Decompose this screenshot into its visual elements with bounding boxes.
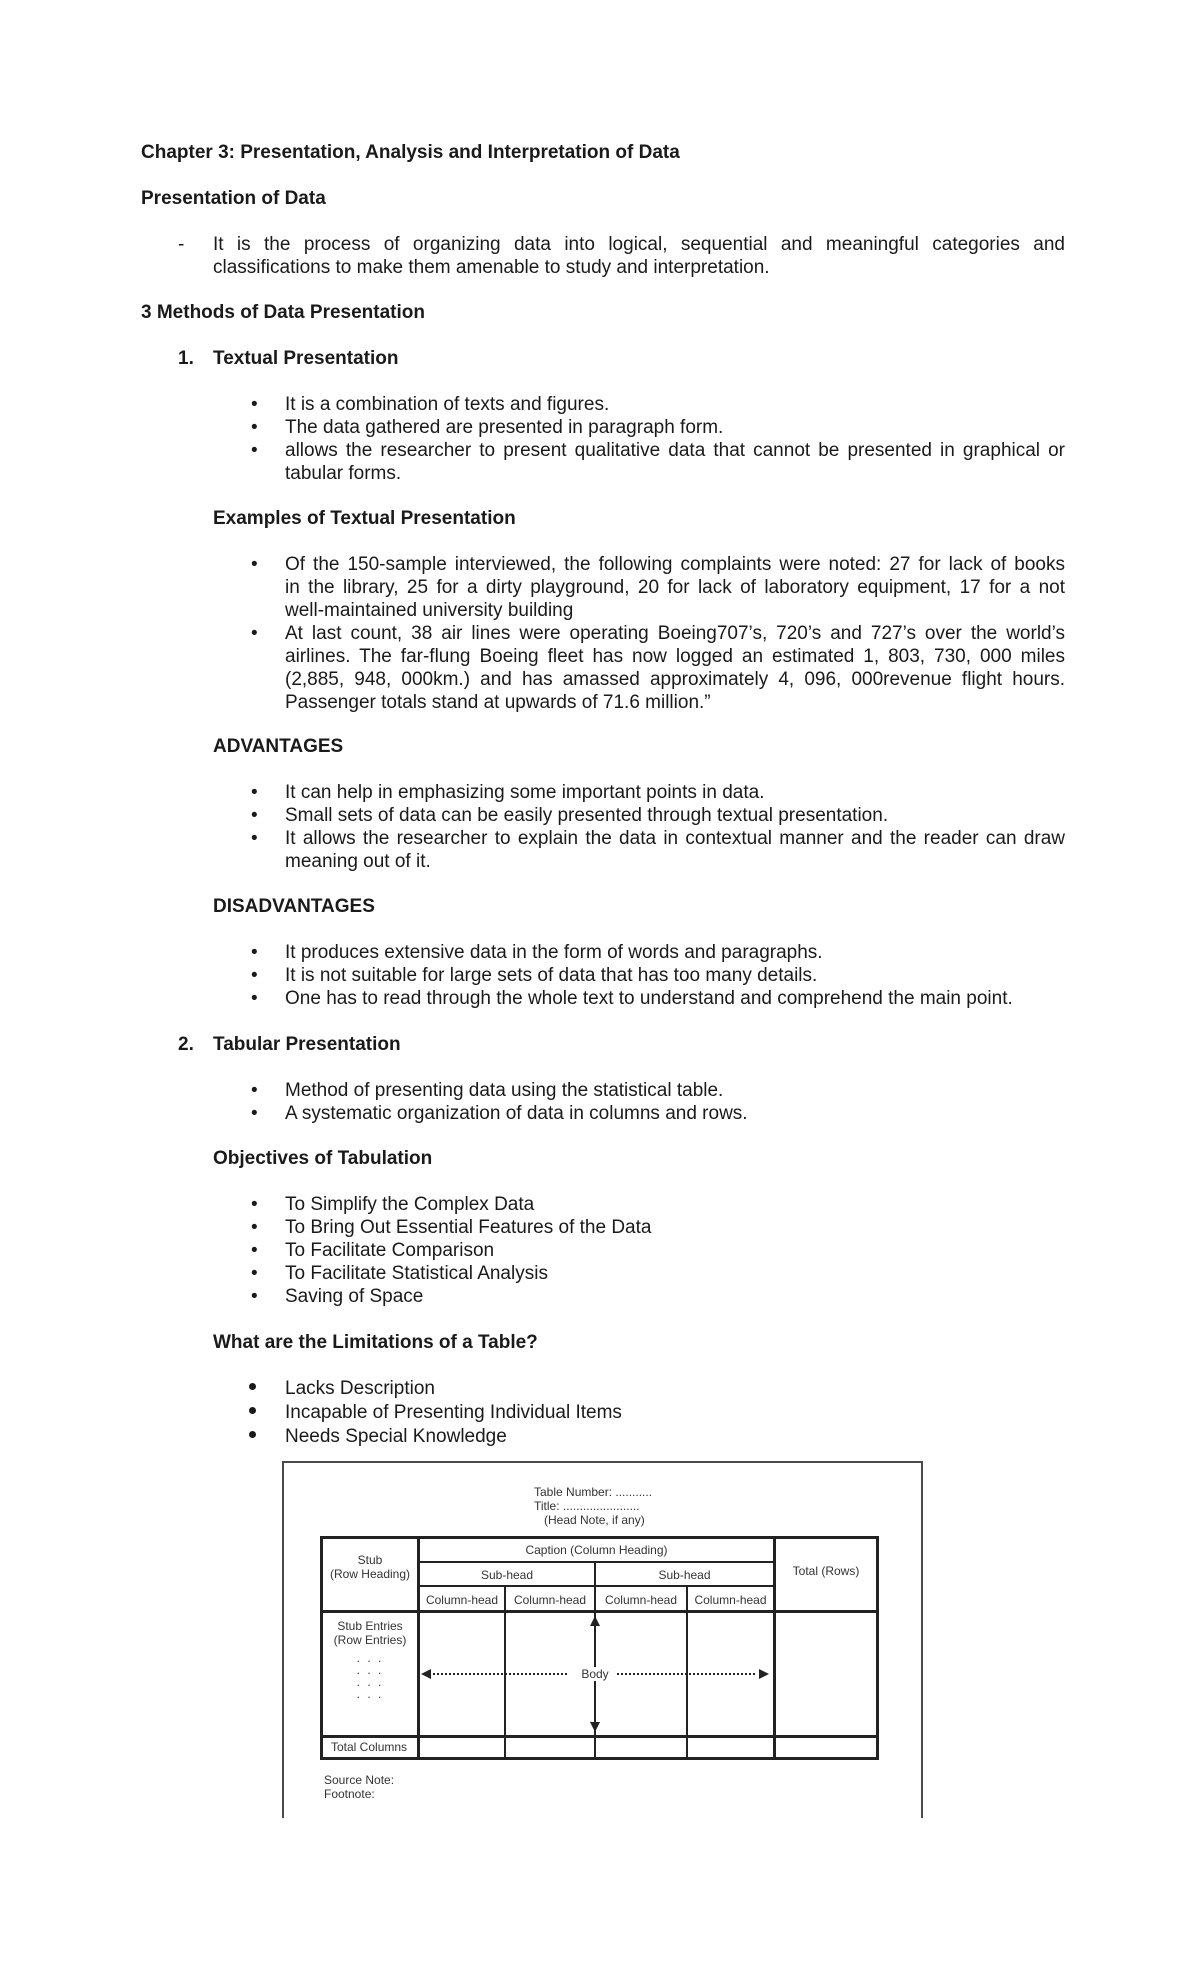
bullet-dot: •: [251, 1103, 258, 1124]
disadvantage-3: One has to read through the whole text to understand and comprehend the main point.: [285, 988, 1013, 1009]
figure-stub: Stub: [357, 1553, 383, 1567]
figure-dots: . . .: [356, 1663, 384, 1677]
definition-line-1: It is the process of organizing data into logical, sequential and meaningful categories and: [213, 234, 1065, 255]
limitation-1: Lacks Description: [285, 1378, 435, 1399]
textual-bullet-1: It is a combination of texts and figures.: [285, 394, 610, 415]
definition-line-2: classifications to make them amenable to study and interpretation.: [213, 257, 770, 278]
advantage-1: It can help in emphasizing some important points in data.: [285, 782, 765, 803]
methods-heading: 3 Methods of Data Presentation: [141, 302, 425, 323]
grid-line: [417, 1561, 776, 1563]
presentation-heading: Presentation of Data: [141, 188, 326, 209]
textual-number: 1.: [178, 348, 194, 369]
objective-3: To Facilitate Comparison: [285, 1240, 495, 1261]
textual-bullet-2: The data gathered are presented in paragraph form.: [285, 417, 724, 438]
figure-column-head-2: Column-head: [513, 1593, 587, 1607]
example-2-line-2: airlines. The far-flung Boeing fleet has now logged an estimated 1, 803, 730, 000 miles: [285, 646, 1065, 667]
bullet-dot: •: [251, 440, 258, 461]
figure-table-grid: [320, 1536, 879, 1760]
limitation-3: Needs Special Knowledge: [285, 1426, 507, 1447]
bullet-dot: •: [251, 805, 258, 826]
figure-total-columns: Total Columns: [331, 1740, 408, 1754]
objective-2: To Bring Out Essential Features of the Data: [285, 1217, 652, 1238]
figure-title: Title: .......................: [534, 1499, 640, 1513]
example-2-line-1: At last count, 38 air lines were operating Boeing707’s, 720’s and 727’s over the world’s: [285, 623, 1065, 644]
tabular-bullet-1: Method of presenting data using the statistical table.: [285, 1080, 724, 1101]
figure-row-heading: (Row Heading): [329, 1567, 411, 1581]
example-1-line-2: in the library, 25 for a dirty playground, 20 for lack of laboratory equipment, 17 for a not: [285, 577, 1065, 598]
figure-source-note: Source Note:: [324, 1773, 395, 1787]
tabular-heading: Tabular Presentation: [213, 1034, 401, 1055]
bullet-dot: •: [251, 1194, 258, 1215]
figure-dots: . . .: [356, 1651, 384, 1665]
examples-heading: Examples of Textual Presentation: [213, 508, 516, 529]
objective-5: Saving of Space: [285, 1286, 424, 1307]
figure-table-number: Table Number: ...........: [534, 1485, 653, 1499]
figure-dots: . . .: [356, 1687, 384, 1701]
limitation-2: Incapable of Presenting Individual Items: [285, 1402, 622, 1423]
figure-column-head-4: Column-head: [694, 1593, 767, 1607]
bullet-dot: •: [251, 554, 258, 575]
grid-line: [323, 1735, 876, 1738]
bullet-dot: •: [251, 1286, 258, 1307]
example-1-line-1: Of the 150-sample interviewed, the following complaints were noted: 27 for lack of books: [285, 554, 1065, 575]
figure-footnote: Footnote:: [324, 1787, 375, 1801]
figure-dots: . . .: [356, 1675, 384, 1689]
bullet-dot: •: [251, 965, 258, 986]
figure-row-entries: (Row Entries): [333, 1633, 407, 1647]
example-2-line-4: Passenger totals stand at upwards of 71.6 million.”: [285, 692, 711, 713]
figure-caption: Caption (Column Heading): [525, 1543, 668, 1557]
disadvantages-heading: DISADVANTAGES: [213, 896, 375, 917]
bullet-dot: •: [251, 828, 258, 849]
grid-line: [417, 1585, 776, 1587]
objective-1: To Simplify the Complex Data: [285, 1194, 535, 1215]
bullet-dot: •: [251, 623, 258, 644]
limitations-heading: What are the Limitations of a Table?: [213, 1332, 538, 1353]
bullet-dot: •: [251, 942, 258, 963]
figure-head-note: (Head Note, if any): [544, 1513, 645, 1527]
disadvantage-1: It produces extensive data in the form of words and paragraphs.: [285, 942, 823, 963]
bullet-dot: •: [251, 417, 258, 438]
example-1-line-3: well-maintained university building: [285, 600, 574, 621]
table-structure-figure: [282, 1461, 923, 1818]
example-2-line-3: (2,885, 948, 000km.) and has amassed approximately 4, 096, 000revenue flight hours.: [285, 669, 1065, 690]
figure-stub-entries: Stub Entries: [337, 1619, 403, 1633]
objectives-heading: Objectives of Tabulation: [213, 1148, 433, 1169]
advantage-2: Small sets of data can be easily presented through textual presentation.: [285, 805, 889, 826]
tabular-bullet-2: A systematic organization of data in columns and rows.: [285, 1103, 748, 1124]
bullet-dot: •: [251, 1240, 258, 1261]
bullet-dot: •: [251, 782, 258, 803]
bullet-dot: •: [251, 394, 258, 415]
figure-column-head-3: Column-head: [604, 1593, 678, 1607]
advantage-3: It allows the researcher to explain the data in contextual manner and the reader can draw meaning out of it.: [285, 828, 1065, 872]
textual-bullet-3: allows the researcher to present qualitative data that cannot be presented in graphical or tabular forms.: [285, 440, 1065, 484]
round-bullet: [249, 1407, 256, 1414]
bullet-dot: •: [251, 1080, 258, 1101]
textual-heading: Textual Presentation: [213, 348, 399, 369]
figure-body-label: Body: [578, 1667, 612, 1681]
tabular-number: 2.: [178, 1034, 194, 1055]
definition-marker: -: [178, 234, 185, 255]
round-bullet: [249, 1431, 256, 1438]
figure-total-rows: Total (Rows): [792, 1564, 860, 1578]
chapter-title: Chapter 3: Presentation, Analysis and Interpretation of Data: [141, 142, 680, 163]
bullet-dot: •: [251, 1217, 258, 1238]
bullet-dot: •: [251, 1263, 258, 1284]
disadvantage-2: It is not suitable for large sets of data that has too many details.: [285, 965, 818, 986]
bullet-dot: •: [251, 988, 258, 1009]
figure-subhead-2: Sub-head: [658, 1568, 711, 1582]
round-bullet: [249, 1383, 256, 1390]
objective-4: To Facilitate Statistical Analysis: [285, 1263, 548, 1284]
advantages-heading: ADVANTAGES: [213, 736, 344, 757]
figure-column-head-1: Column-head: [425, 1593, 499, 1607]
figure-subhead-1: Sub-head: [480, 1568, 534, 1582]
